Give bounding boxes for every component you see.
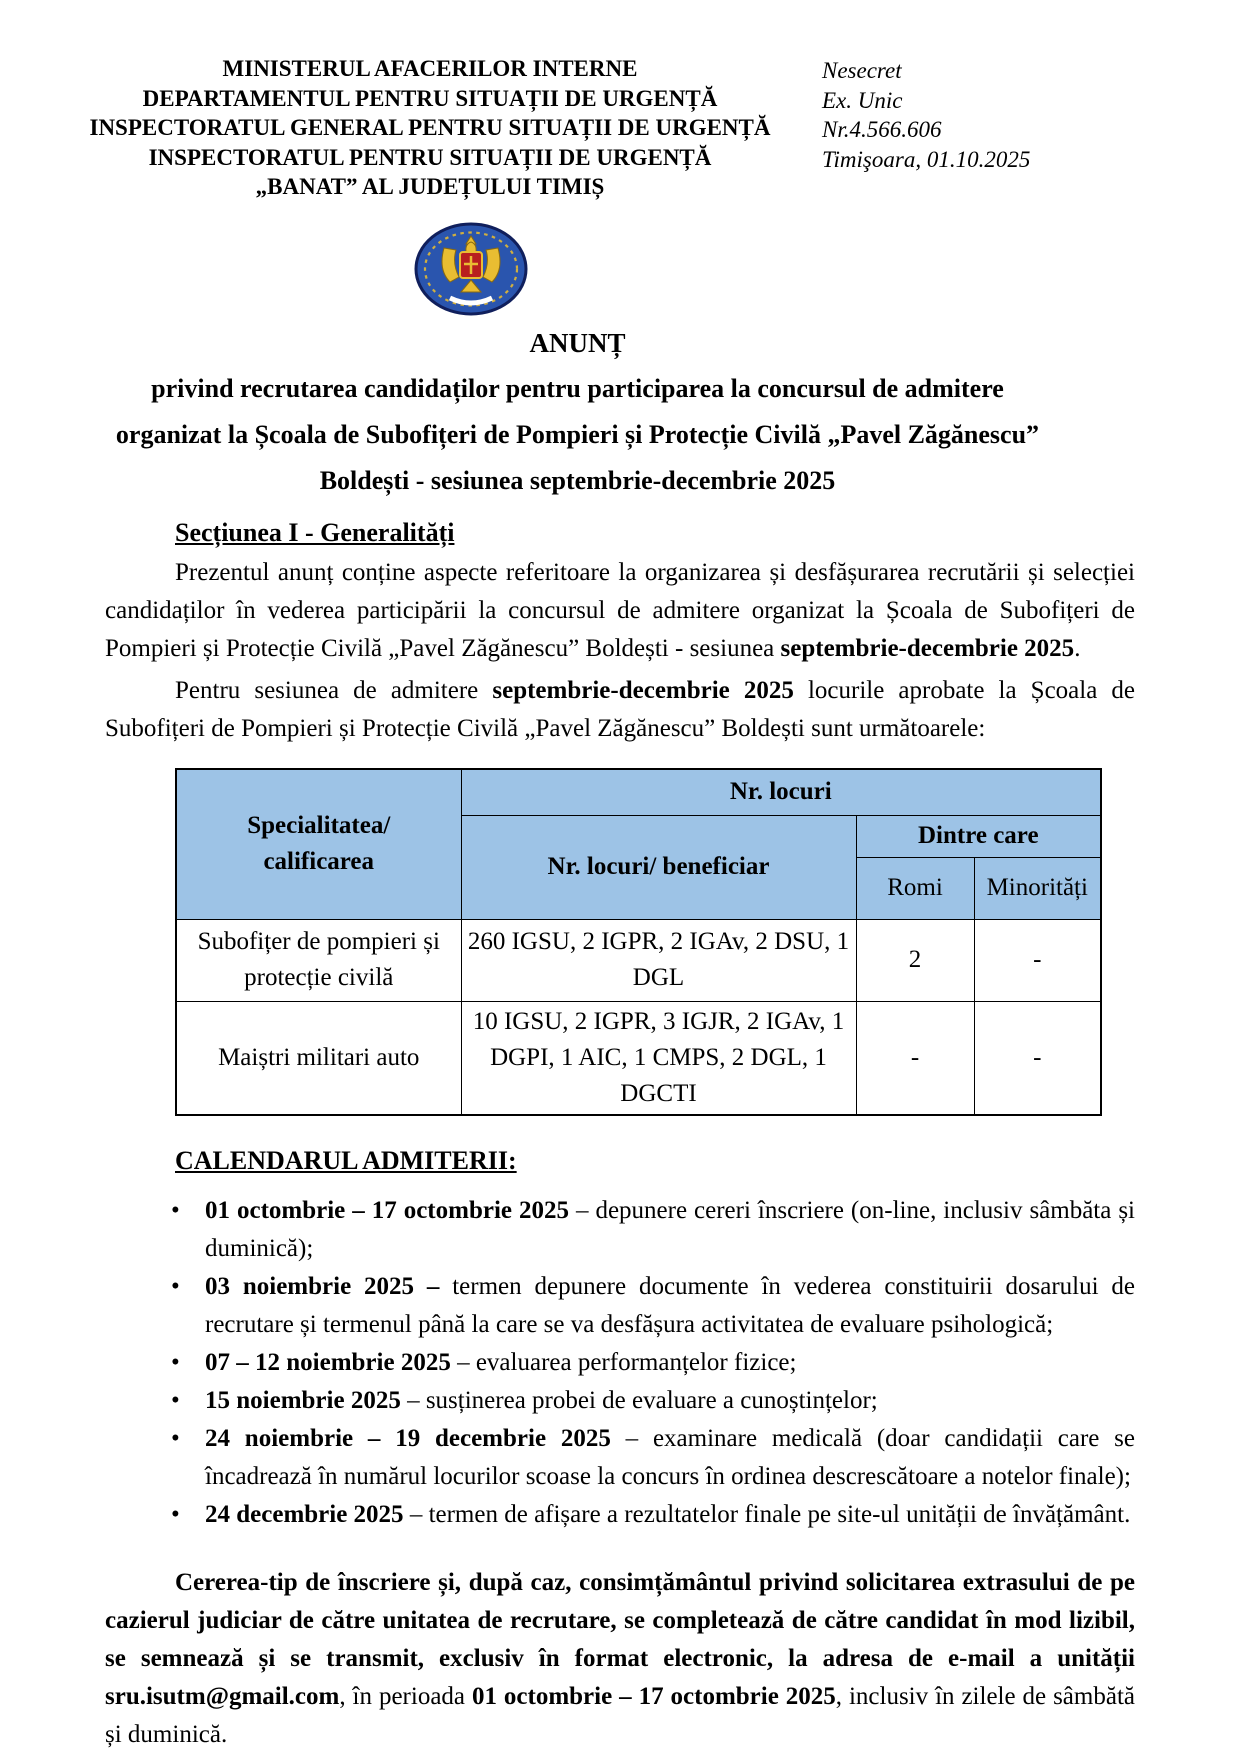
calendar-item-date: 03 noiembrie 2025 – (205, 1273, 440, 1300)
table-row (176, 919, 1101, 1001)
document-subtitle-line-1: privind recrutarea candidaților pentru participarea la concursul de admitere (151, 374, 1004, 403)
calendar-heading: CALENDARUL ADMITERII: (175, 1146, 517, 1175)
document-title: ANUNȚ (529, 328, 626, 358)
document-subtitle-line-3: Boldești - sesiunea septembrie-decembrie 2025 (319, 466, 836, 495)
calendar-item (105, 1496, 1135, 1534)
org-line-department: DEPARTAMENTUL PENTRU SITUAȚII DE URGENȚĂ (142, 85, 718, 111)
calendar-item-text: – termen de afișare a rezultatelor finale pe site-ul unității de învățământ. (403, 1501, 1131, 1528)
cell-beneficiar: 10 IGSU, 2 IGPR, 3 IGJR, 2 IGAv, 1 DGPI, 1 AIC, 1 CMPS, 2 DGL, 1 DGCTI (461, 1001, 856, 1115)
calendar-item-text: – susținerea probei de evaluare a cunoștințelor; (400, 1387, 878, 1414)
calendar-item-date: 24 noiembrie – 19 decembrie 2025 (205, 1425, 611, 1452)
document-subtitle-line-2: organizat la Școala de Subofițeri de Pompieri și Protecție Civilă „Pavel Zăgănescu” (115, 420, 1040, 449)
place-date: Timişoara, 01.10.2025 (822, 146, 1031, 172)
header-cell-romi: Romi (856, 857, 974, 919)
header-cell-nr-locuri: Nr. locuri (461, 769, 1101, 815)
p2-session-bold: septembrie-decembrie 2025 (492, 677, 794, 704)
calendar-item-date: 01 octombrie – 17 octombrie 2025 (205, 1197, 569, 1224)
cell-beneficiar: 260 IGSU, 2 IGPR, 2 IGAv, 2 DSU, 1 DGL (461, 919, 856, 1001)
p2-text-c: locurile aprobate la Școala de Subofițeri de Pompieri și Protecție Civilă „Pavel Zăgănescu” Boldești sunt următoarele: (105, 677, 1136, 742)
calendar-item-text: – evaluarea performanțelor fizice; (450, 1349, 797, 1376)
calendar-list (105, 1192, 1135, 1534)
cell-specialitate: Subofițer de pompieri și protecție civilă (176, 919, 461, 1001)
p2-text-a: Pentru sesiunea de admitere (175, 677, 493, 704)
org-line-inspectorate: INSPECTORATUL PENTRU SITUAȚII DE URGENȚĂ (148, 144, 712, 170)
registration-number: Nr.4.566.606 (822, 117, 942, 142)
calendar-item (105, 1420, 1135, 1496)
header-cell-specialitatea (176, 769, 461, 919)
header-cell-dintre-care: Dintre care (856, 815, 1101, 857)
cell-minoritati: - (974, 1001, 1101, 1115)
letterhead-meta-block (822, 56, 1030, 174)
p1-period: . (1074, 635, 1081, 662)
header-cell-beneficiar: Nr. locuri/ beneficiar (461, 815, 856, 919)
section-1-paragraph-2 (105, 672, 1135, 748)
table-row (176, 1001, 1101, 1115)
specialitatea-line2: calificarea (263, 848, 375, 876)
cell-specialitate: Maiștri militari auto (176, 1001, 461, 1115)
document-body (105, 320, 1135, 1754)
org-line-general-inspectorate: INSPECTORATUL GENERAL PENTRU SITUAȚII DE URGENȚĂ (89, 115, 771, 140)
header-cell-minoritati: Minorități (974, 857, 1101, 919)
copy-label: Ex. Unic (822, 87, 903, 113)
calendar-item (105, 1382, 1135, 1420)
closing-paragraph (105, 1564, 1135, 1754)
letterhead-org-block (60, 54, 800, 202)
cell-romi: - (856, 1001, 974, 1115)
cell-minoritati: - (974, 919, 1101, 1001)
calendar-item-date: 07 – 12 noiembrie 2025 (205, 1349, 451, 1376)
cell-romi: 2 (856, 919, 974, 1001)
calendar-item (105, 1268, 1135, 1344)
calendar-item (105, 1192, 1135, 1268)
isu-emblem-logo (414, 222, 528, 316)
classification-label: Nesecret (822, 58, 902, 83)
coat-of-arms-icon (414, 222, 528, 316)
calendar-item-text: – depunere cereri înscriere (on-line, inclusiv sâmbăta și duminică); (205, 1197, 1136, 1262)
section-1-heading: Secțiunea I - Generalități (175, 518, 455, 547)
org-line-banat: „BANAT” AL JUDEȚULUI TIMIȘ (255, 174, 605, 199)
specialitatea-line1: Specialitatea/ (247, 812, 391, 840)
org-line-ministry: MINISTERUL AFACERILOR INTERNE (222, 56, 638, 81)
calendar-item-text: – examinare medicală (doar candidații care se încadrează în numărul locurilor scoase la concurs în ordinea descrescătoare a notelor finale); (205, 1425, 1136, 1490)
section-1-paragraph-1 (105, 554, 1135, 668)
calendar-item-text: termen depunere documente în vederea constituirii dosarului de recrutare și termenul până la care se va desfășura activitatea de evaluare psihologică; (205, 1273, 1135, 1338)
email-address: sru.isutm@gmail.com (105, 1683, 340, 1710)
closing-regular-d: , inclusiv în zilele de sâmbătă și duminică. (105, 1683, 1135, 1748)
p1-session-bold: septembrie-decembrie 2025 (780, 635, 1075, 662)
calendar-item-date: 15 noiembrie 2025 (205, 1387, 401, 1414)
p1-text: Prezentul anunț conține aspecte referitoare la organizarea și desfășurarea recrutării și selecției candidaților în vederea participării la concursul de admitere organizat la Școala de Subofițeri de Pompieri și Protecție Civilă „Pavel Zăgănescu” Boldești - sesiunea (105, 559, 1135, 662)
calendar-item-date: 24 decembrie 2025 (205, 1501, 404, 1528)
table-header-row-1 (176, 769, 1101, 815)
calendar-item (105, 1344, 1135, 1382)
admission-seats-table (175, 768, 1102, 1116)
closing-regular-b: , în perioada (339, 1683, 472, 1710)
closing-bold-text: Cererea-tip de înscriere și, după caz, consimțământul privind solicitarea extrasului de pe cazierul judiciar de către unitatea de recrutare, se completează de către candidat în mod lizibil, se semnează și se transmit, exclusiv în format electronic, la adresa de e-mail a unității (105, 1569, 1135, 1672)
closing-period-bold: 01 octombrie – 17 octombrie 2025 (471, 1683, 836, 1710)
